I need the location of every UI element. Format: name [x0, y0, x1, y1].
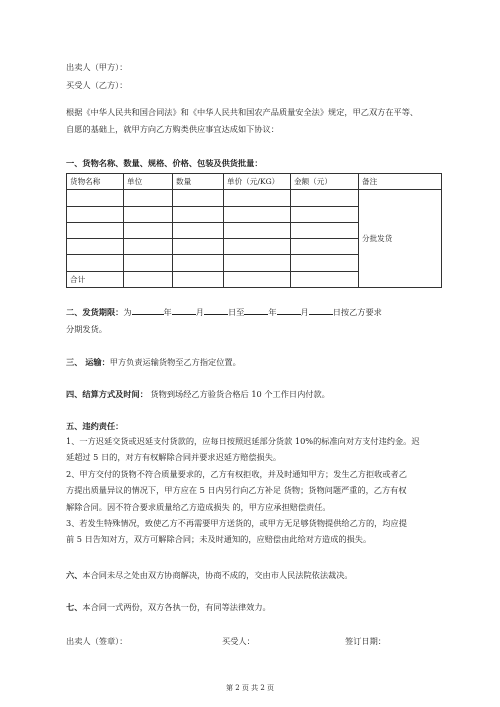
section7-title: 七、: [66, 602, 83, 612]
section5-line: 解除合同。因不符合要求质量给乙方造成损失 的，甲方应承担赔偿责任。: [66, 501, 331, 512]
section5-line: 2、甲方交付的货物不符合质量要求的，乙方有权拒收，并及时通知甲方；发生乙方拒收或者乙: [66, 468, 407, 479]
remark-text: 分批发货: [362, 234, 393, 244]
section1-title: 一、货物名称、数量、规格、价格、包装及供货批量：: [66, 158, 263, 168]
signature-seller: 出卖人（签章）：: [66, 636, 128, 646]
section2-text-e: 年: [268, 307, 277, 317]
section2-text-g: 日按乙方要求: [332, 307, 382, 317]
intro-paragraph: [66, 104, 441, 137]
goods-table: [66, 173, 442, 288]
section7-text: 本合同一式两份，双方各执一份，有同等法律效力。: [82, 602, 271, 612]
blank-day-start: [204, 305, 228, 315]
col-unit-price: 单价（元/KG）: [224, 174, 291, 190]
signature-date: 签订日期：: [345, 636, 386, 646]
section5-body: [66, 433, 441, 548]
section5-line: 1、一方迟延交货或迟延支付货款的，应每日按照迟延部分货款 10%的标准向对方支付违约金。迟: [66, 436, 420, 446]
col-quantity: 数量: [173, 174, 224, 190]
section4: [66, 389, 330, 400]
section2-line-2: 分期发货。: [66, 323, 107, 334]
section2-text-b: 年: [163, 307, 172, 317]
section2-text-d: 日至: [227, 307, 245, 317]
section2-text-f: 月: [300, 307, 309, 317]
section5-line: 3、若发生特殊情况，致使乙方不再需要甲方送货的，或甲方无足够货物提供给乙方的，均应提: [66, 518, 407, 529]
section4-title: 四、结算方式及时间：: [66, 389, 148, 399]
section6: [66, 570, 353, 581]
buyer-line: 买受人（乙方）：: [66, 80, 128, 90]
section2-text-a: 为: [123, 307, 132, 317]
section5-line: 延超过 5 日的，对方有权解除合同并要求迟延方赔偿损失。: [66, 452, 282, 463]
table-row: [67, 190, 442, 206]
blank-day-end: [309, 305, 333, 315]
intro-line-2: 自愿的基础上，就甲方向乙方购类供应事宜达成如下协议：: [66, 123, 279, 134]
intro-line-1: 根据《中华人民共和国合同法》和《中华人民共和国农产品质量安全法》规定，甲乙双方在平等、: [66, 107, 419, 117]
section6-text: 本合同未尽之处由双方协商解决，协商不成的，交由市人民法院依法裁决。: [82, 570, 353, 580]
signature-buyer: 买受人：: [222, 636, 255, 646]
blank-month-end: [277, 305, 301, 315]
section2: [66, 304, 441, 337]
section3-title: 三、 运输：: [66, 357, 110, 367]
page-footer: 第 2 页 共 2 页: [225, 684, 275, 692]
blank-month-start: [172, 305, 196, 315]
col-goods-name: 货物名称: [67, 174, 124, 190]
goods-table-header: [67, 174, 442, 190]
section2-title: 二、发货期限：: [66, 307, 124, 317]
col-unit: 单位: [124, 174, 173, 190]
section7: [66, 602, 271, 613]
section2-text-c: 月: [195, 307, 204, 317]
blank-year-start: [132, 305, 164, 315]
col-amount: 金额（元）: [291, 174, 359, 190]
section5-line: 前 5 日告知对方，双方可解除合同；未及时通知的，应赔偿由此给对方造成的损失。: [66, 534, 372, 545]
blank-year-end: [244, 305, 268, 315]
section3-text: 甲方负责运输货物至乙方指定位置。: [109, 357, 241, 367]
section6-title: 六、: [66, 570, 83, 580]
section4-text: 货物到场经乙方验货合格后 10 个工作日内付款。: [147, 389, 330, 399]
section3: [66, 357, 241, 368]
col-remark: 备注: [359, 174, 442, 190]
total-label: 合计: [67, 271, 124, 287]
section2-line-1: [66, 304, 441, 321]
section5-line: 方提出质量异议的情况下，甲方应在 5 日内另行向乙方补足 货物；货物问题严重的，乙方有权: [66, 485, 407, 496]
seller-line: 出卖人（甲方）：: [66, 62, 128, 72]
section5-title: 五、违约责任：: [66, 421, 124, 431]
remark-cell: [359, 190, 442, 288]
